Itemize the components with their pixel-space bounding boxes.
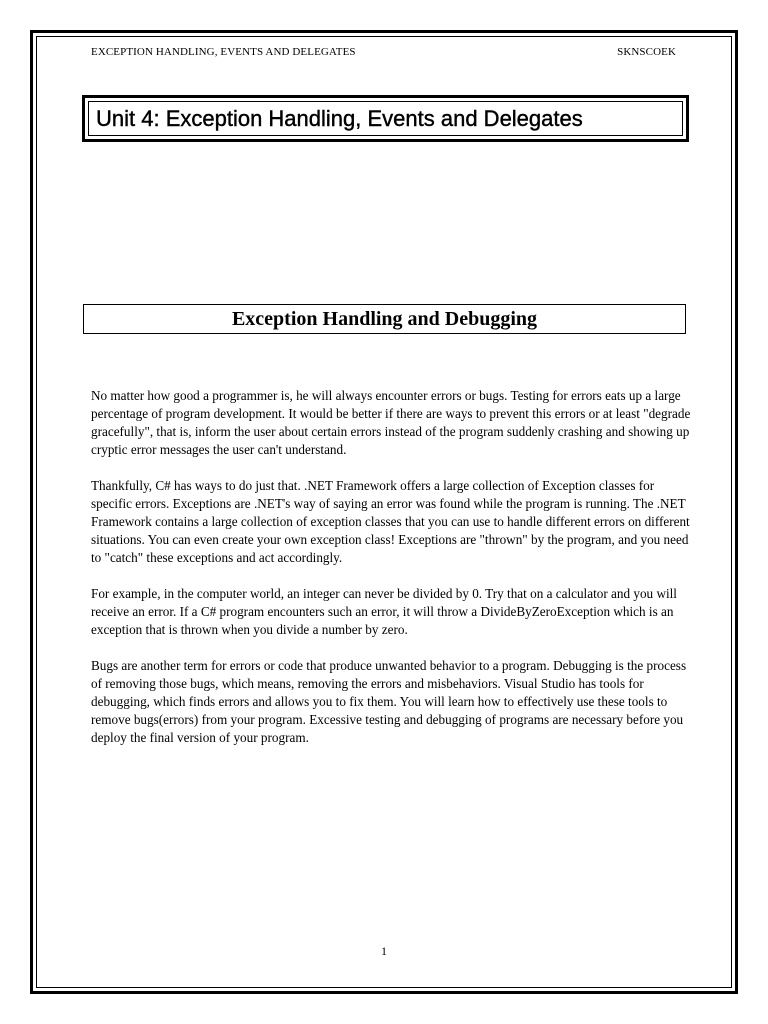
paragraph-4: Bugs are another term for errors or code that produce unwanted behavior to a program. Debugging is the process of removing those bugs, which means, removing the errors and misbehaviors. Visual Studio has tools for debugging, which finds errors and allows you to fix them. You will learn how to effectively use these tools to remove bugs(errors) from your program. Excessive testing and debugging of programs are necessary before you deploy the final version of your program. bbox=[91, 658, 687, 745]
running-header-right: SKNSCOEK bbox=[617, 46, 676, 58]
body-text bbox=[91, 387, 691, 765]
section-title: Exception Handling and Debugging bbox=[231, 307, 538, 330]
paragraph-2: Thankfully, C# has ways to do just that. .NET Framework offers a large collection of Exception classes for specific errors. Exceptions are .NET's way of saying an error was found while the program is running. The .NET Framework contains a large collection of exception classes that you can use to handle different errors on different situations. You can even create your own exception class! Exceptions are "thrown" by the program, and you need to "catch" these exceptions and act accordingly. bbox=[91, 478, 690, 565]
page-number: 1 bbox=[381, 944, 387, 958]
running-header bbox=[91, 46, 676, 58]
paragraph-3: For example, in the computer world, an integer can never be divided by 0. Try that on a calculator and you will receive an error. If a C# program encounters such an error, it will throw a DivideByZeroException which is an exception that is thrown when you divide a number by zero. bbox=[91, 586, 677, 637]
unit-title-box bbox=[82, 95, 689, 142]
running-header-left: EXCEPTION HANDLING, EVENTS AND DELEGATES bbox=[91, 46, 356, 58]
section-title-box bbox=[83, 304, 686, 334]
unit-title: Unit 4: Exception Handling, Events and Delegates bbox=[96, 105, 583, 131]
unit-title-box-inner bbox=[88, 101, 683, 136]
paragraph-1: No matter how good a programmer is, he will always encounter errors or bugs. Testing for errors eats up a large percentage of program development. It would be better if there are ways to prevent this errors or at least "degrade gracefully", that is, inform the user about certain errors instead of the program suddenly crashing and showing up cryptic error messages the user can't understand. bbox=[91, 388, 691, 457]
